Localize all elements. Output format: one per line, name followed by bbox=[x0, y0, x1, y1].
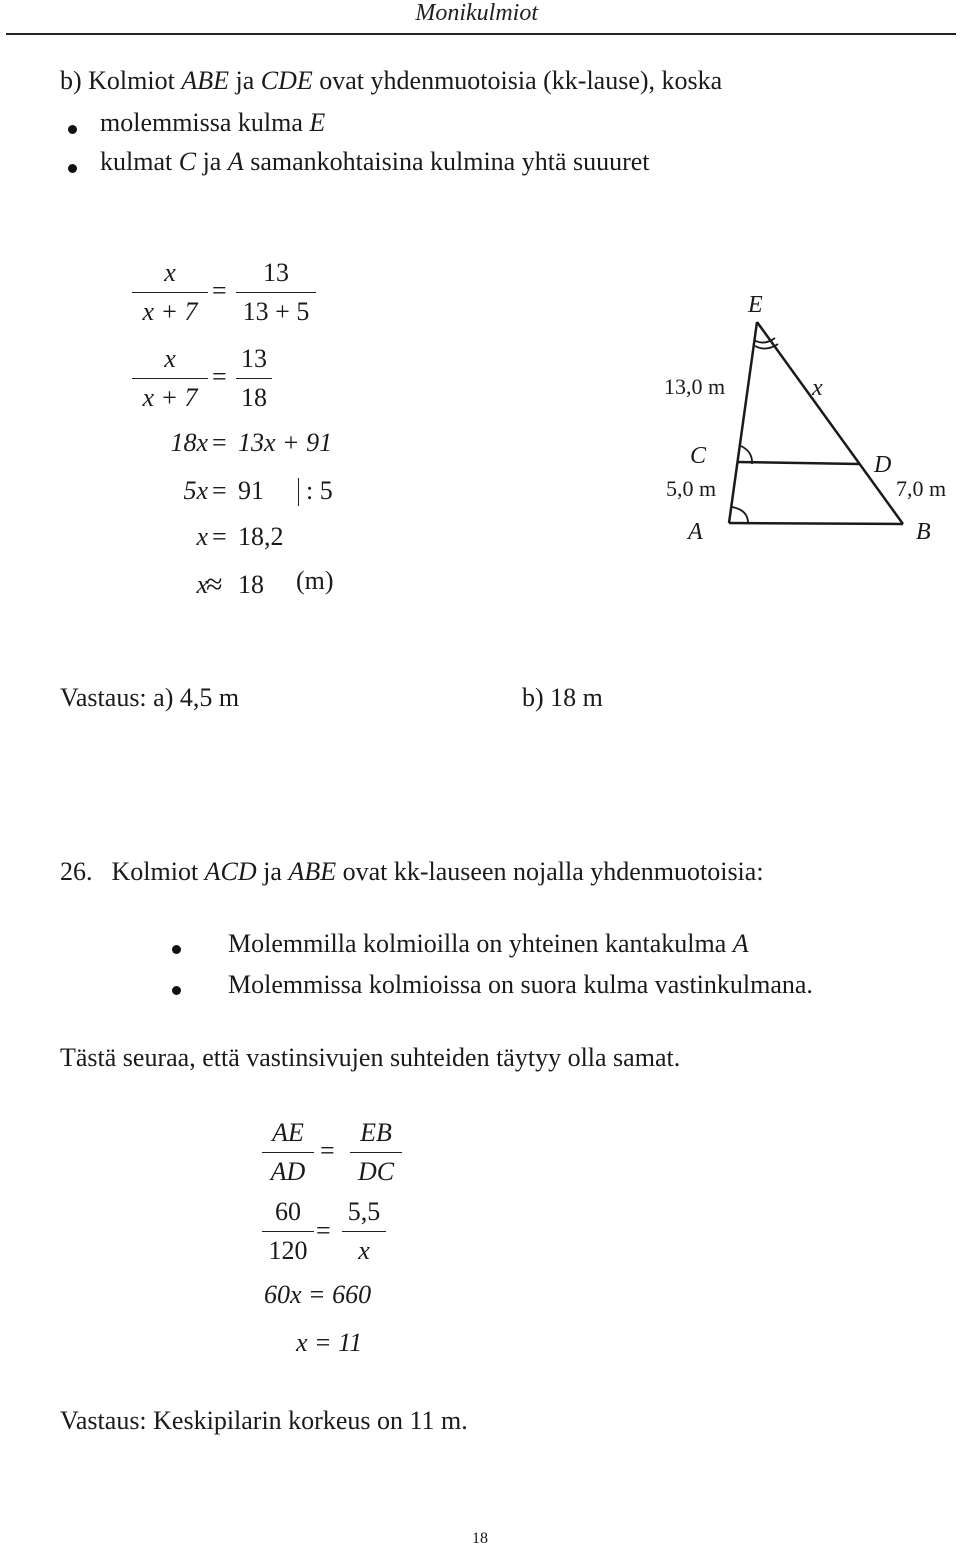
label-a: A bbox=[688, 519, 703, 545]
denominator: x bbox=[358, 1236, 370, 1265]
equals-sign: = bbox=[320, 1136, 335, 1165]
eq26-1-right-fraction bbox=[350, 1114, 402, 1191]
side-eb bbox=[757, 322, 903, 524]
problem-number: 26. bbox=[60, 857, 93, 886]
numerator: x bbox=[164, 258, 176, 287]
bullet-icon bbox=[68, 164, 77, 173]
problem-26-intro bbox=[64, 857, 764, 887]
bullet-text: molemmissa kulma bbox=[100, 108, 310, 137]
denominator: 120 bbox=[268, 1236, 308, 1265]
bullet-var2: A bbox=[227, 147, 244, 176]
intro-suffix: ovat yhdenmuotoisia (kk-lause), koska bbox=[312, 66, 723, 95]
bullet-tail: samankohtaisina kulmina yhtä suuuret bbox=[243, 147, 650, 176]
eq26-2-right-fraction bbox=[342, 1193, 386, 1270]
bullet-var: E bbox=[309, 108, 326, 137]
intro-suffix: ovat kk-lauseen nojalla yhdenmuotoisia: bbox=[336, 857, 764, 886]
numerator: AE bbox=[272, 1118, 304, 1147]
part-b-bullet-1 bbox=[100, 108, 325, 138]
eq1-right-fraction bbox=[236, 254, 316, 331]
eq4-operation: : 5 bbox=[306, 476, 333, 505]
numerator: 5,5 bbox=[347, 1197, 381, 1226]
label-d: D bbox=[874, 452, 892, 478]
triangle-figure bbox=[640, 280, 960, 550]
denominator: 13 + 5 bbox=[242, 297, 310, 326]
equals-sign: = bbox=[212, 276, 227, 305]
denominator: AD bbox=[270, 1157, 306, 1186]
problem-26-bullet-2 bbox=[228, 970, 813, 1000]
approx-sign: ≈ bbox=[206, 568, 223, 601]
label-13m: 13,0 m bbox=[664, 374, 726, 399]
triangle-acd: ACD bbox=[204, 857, 257, 886]
label-7m: 7,0 m bbox=[896, 476, 947, 501]
intro-mid: ja bbox=[256, 857, 289, 886]
denominator: x + 7 bbox=[142, 297, 198, 326]
denominator: x + 7 bbox=[142, 383, 198, 412]
bullet-icon bbox=[172, 945, 181, 954]
eq2-right-fraction bbox=[236, 340, 272, 417]
bullet-var: A bbox=[732, 929, 749, 958]
problem-26-conclusion: Tästä seuraa, että vastinsivujen suhteiden täytyy olla samat. bbox=[60, 1043, 681, 1072]
numerator: x bbox=[164, 344, 176, 373]
eq5-rhs: 18,2 bbox=[238, 522, 284, 551]
bullet-icon bbox=[172, 986, 181, 995]
equals-sign: = bbox=[212, 522, 227, 551]
bullet-text: Molemmilla kolmioilla on yhteinen kantakulma bbox=[228, 929, 733, 958]
bullet-mid: ja bbox=[196, 147, 228, 176]
page-number: 18 bbox=[472, 1530, 488, 1547]
eq1-left-fraction bbox=[132, 254, 208, 331]
bullet-text: kulmat bbox=[100, 147, 179, 176]
eq26-3: 60x = 660 bbox=[264, 1280, 372, 1309]
label-e: E bbox=[748, 292, 763, 318]
bullet-text: Molemmissa kolmioissa on suora kulma vastinkulmana. bbox=[228, 970, 813, 999]
intro-mid: ja bbox=[229, 66, 261, 95]
header-title: Monikulmiot bbox=[415, 0, 538, 26]
part-b-bullet-2 bbox=[100, 147, 650, 177]
angle-arc-a bbox=[732, 507, 748, 523]
eq6-lhs: x bbox=[196, 570, 208, 599]
header-rule bbox=[6, 33, 956, 35]
part-b-intro bbox=[60, 66, 722, 96]
eq26-2-left-fraction bbox=[262, 1193, 314, 1270]
denominator: DC bbox=[357, 1157, 395, 1186]
triangle-abe: ABE bbox=[288, 857, 337, 886]
answer-a: Vastaus: a) 4,5 m bbox=[60, 683, 240, 712]
equals-sign: = bbox=[212, 428, 227, 457]
bullet-icon bbox=[68, 125, 77, 134]
operation-bar bbox=[298, 478, 299, 506]
equals-sign: = bbox=[212, 476, 227, 505]
eq26-4: x = 11 bbox=[296, 1328, 363, 1357]
eq6-rhs: 18 bbox=[238, 570, 264, 599]
bullet-var: C bbox=[178, 147, 197, 176]
numerator: EB bbox=[360, 1118, 392, 1147]
intro-prefix: Kolmiot bbox=[111, 857, 205, 886]
label-b: B bbox=[916, 519, 931, 545]
eq2-left-fraction bbox=[132, 340, 208, 417]
numerator: 13 bbox=[241, 344, 267, 373]
eq5-lhs: x bbox=[196, 522, 208, 551]
label-x: x bbox=[812, 375, 823, 401]
eq3-rhs: 13x + 91 bbox=[238, 428, 333, 457]
side-ab bbox=[729, 523, 903, 524]
answer-b: b) 18 m bbox=[522, 683, 603, 712]
eq26-1-left-fraction bbox=[262, 1114, 314, 1191]
intro-prefix: b) Kolmiot bbox=[60, 66, 182, 95]
label-5m: 5,0 m bbox=[666, 476, 717, 501]
equals-sign: = bbox=[212, 362, 227, 391]
problem-26-bullet-1 bbox=[228, 929, 749, 959]
numerator: 13 bbox=[263, 258, 289, 287]
triangle-cde: CDE bbox=[260, 66, 313, 95]
side-ea bbox=[729, 322, 757, 523]
side-cd bbox=[737, 462, 860, 464]
eq4-lhs: 5x bbox=[183, 476, 208, 505]
numerator: 60 bbox=[275, 1197, 301, 1226]
triangle-abe: ABE bbox=[181, 66, 229, 95]
final-answer: Vastaus: Keskipilarin korkeus on 11 m. bbox=[60, 1406, 468, 1435]
label-c: C bbox=[690, 443, 707, 469]
denominator: 18 bbox=[241, 383, 267, 412]
equals-sign: = bbox=[316, 1216, 331, 1245]
eq3-lhs: 18x bbox=[170, 428, 208, 457]
page-header bbox=[0, 0, 960, 36]
eq6-unit: (m) bbox=[296, 566, 334, 595]
eq4-rhs: 91 bbox=[238, 476, 264, 505]
